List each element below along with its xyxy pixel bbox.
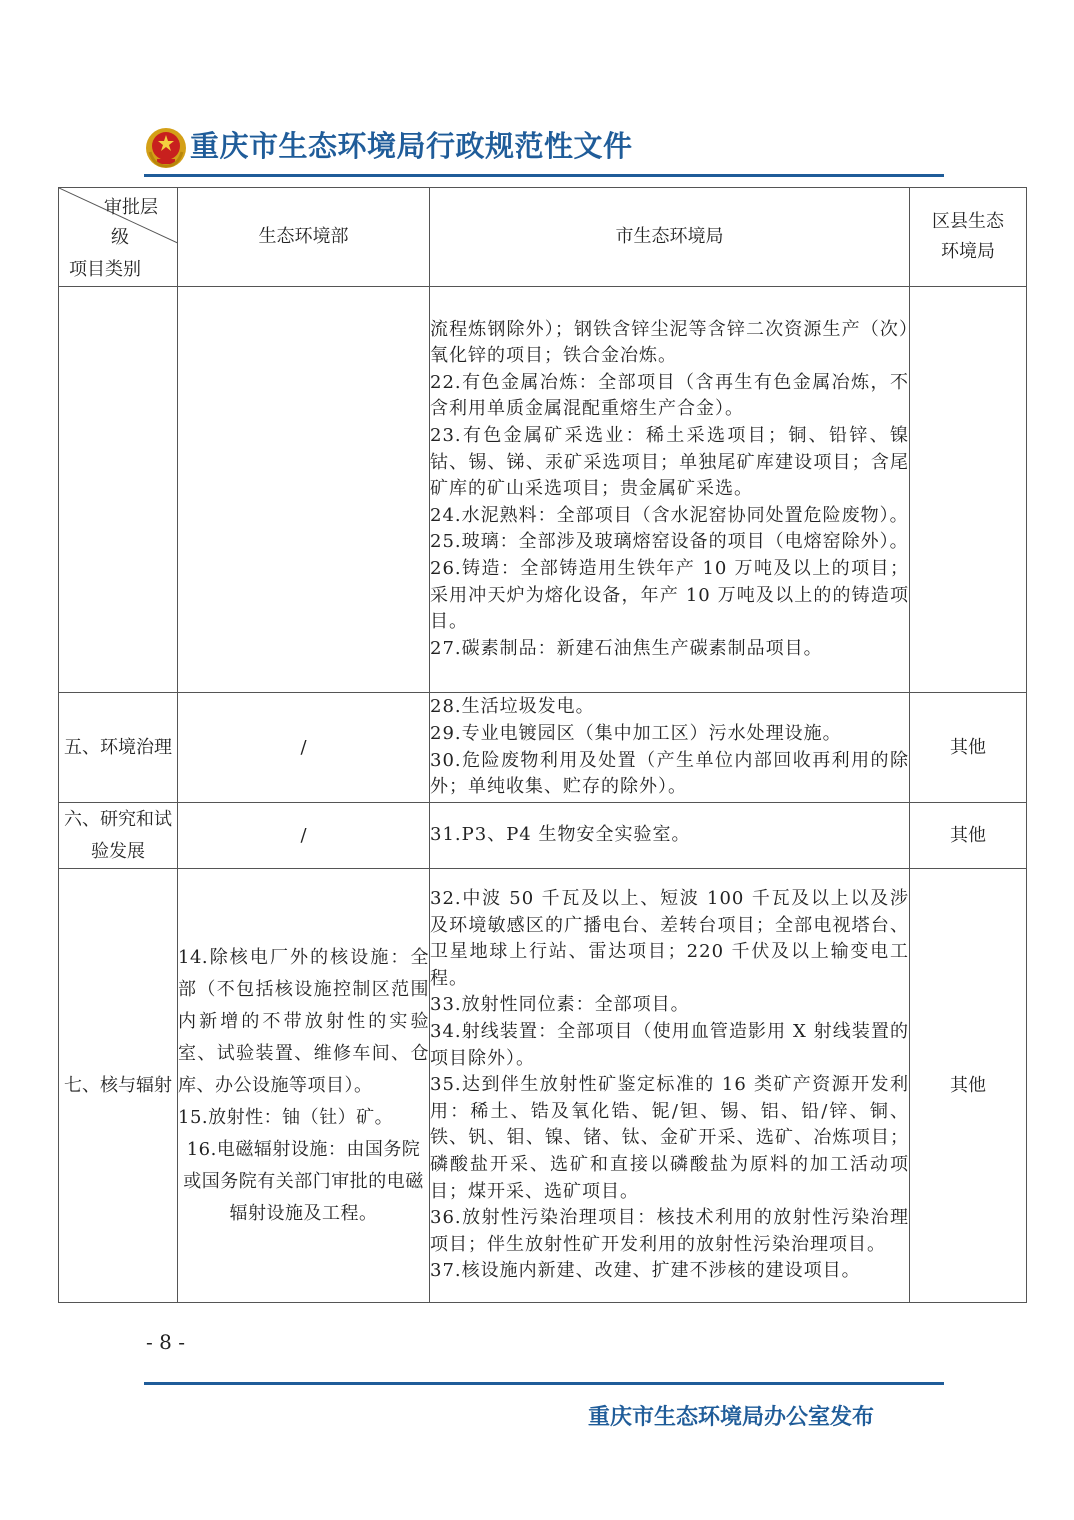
- ministry-cell: /: [178, 803, 430, 869]
- list-item: 28.生活垃圾发电。: [430, 696, 595, 718]
- approval-table: [58, 187, 1027, 1303]
- page-number: - 8 -: [146, 1330, 185, 1354]
- list-item: 34.射线装置：全部项目（使用血管造影用 X 射线装置的项目除外）。: [430, 1021, 909, 1069]
- list-item: 27.碳素制品：新建石油焦生产碳素制品项目。: [430, 637, 823, 659]
- column-header-district-label: 区县生态环境局: [932, 211, 1004, 262]
- list-item: 35.达到伴生放射性矿鉴定标准的 16 类矿产资源开发利用：稀土、锆及氧化锆、铌/钽、锡、铝、铅/锌、铜、铁、钒、钼、镍、锗、钛、金矿开采、选矿、冶炼项目；磷酸盐开采、选矿和直接以磷酸盐为原料的加工活动项目；煤开采、选矿项目。: [430, 1074, 909, 1202]
- table-row: [59, 803, 1027, 869]
- list-item: 23.有色金属矿采选业：稀土采选项目；铜、铅锌、镍钴、锡、锑、汞矿采选项目；单独尾矿库建设项目；含尾矿库的矿山采选项目；贵金属矿采选。: [430, 425, 909, 500]
- list-item: 32.中波 50 千瓦及以上、短波 100 千瓦及以上以及涉及环境敏感区的广播电台、差转台项目；全部电视塔台、卫星地球上行站、雷达项目；220 千伏及以上输变电工程。: [430, 888, 909, 989]
- column-header-city: 市生态环境局: [430, 188, 910, 287]
- ministry-cell: [178, 869, 430, 1303]
- city-cell: [430, 869, 910, 1303]
- diag-header-middle: 级: [111, 227, 129, 248]
- diag-header-top: 审批层: [104, 197, 158, 218]
- list-item: 25.玻璃：全部涉及玻璃熔窑设备的项目（电熔窑除外）。: [430, 531, 909, 553]
- table-row: [59, 693, 1027, 803]
- ministry-cell: [178, 287, 430, 693]
- list-item: 36.放射性污染治理项目：核技术利用的放射性污染治理项目；伴生放射性矿开发利用的放射性污染治理项目。: [430, 1207, 909, 1255]
- ministry-cell: /: [178, 693, 430, 803]
- column-header-ministry: 生态环境部: [178, 188, 430, 287]
- table-row: [59, 869, 1027, 1303]
- city-cell: [430, 287, 910, 693]
- list-item: 33.放射性同位素：全部项目。: [430, 994, 690, 1016]
- category-cell: 六、研究和试验发展: [59, 803, 178, 869]
- category-cell: 七、核与辐射: [59, 869, 178, 1303]
- district-cell: 其他: [910, 869, 1027, 1303]
- list-item: 26.铸造：全部铸造用生铁年产 10 万吨及以上的项目；采用冲天炉为熔化设备，年产 10 万吨及以上的的铸造项目。: [430, 557, 909, 633]
- list-item: 29.专业电镀园区（集中加工区）污水处理设施。: [430, 722, 842, 744]
- district-cell: 其他: [910, 693, 1027, 803]
- list-item: 24.水泥熟料：全部项目（含水泥窑协同处置危险废物）。: [430, 504, 909, 526]
- diagonal-header-cell: [59, 188, 178, 287]
- list-item: 16.电磁辐射设施：由国务院或国务院有关部门审批的电磁辐射设施及工程。: [183, 1138, 424, 1224]
- list-item: 14.除核电厂外的核设施：全部（不包括核设施控制区范围内新增的不带放射性的实验室、试验装置、维修车间、仓库、办公设施等项目）。: [178, 946, 429, 1096]
- city-cell: [430, 803, 910, 869]
- list-item: 37.核设施内新建、改建、扩建不涉核的建设项目。: [430, 1260, 861, 1282]
- column-header-district: [910, 188, 1027, 287]
- document-header: [144, 122, 944, 178]
- footer-divider: [144, 1382, 944, 1385]
- table-row: [59, 287, 1027, 693]
- list-item: 流程炼钢除外）；钢铁含锌尘泥等含锌二次资源生产（次）氧化锌的项目；铁合金冶炼。: [430, 318, 909, 367]
- header-divider: [144, 174, 944, 177]
- district-cell: [910, 287, 1027, 693]
- diag-header-bottom: 项目类别: [69, 259, 141, 280]
- list-item: 30.危险废物利用及处置（产生单位内部回收再利用的除外；单纯收集、贮存的除外）。: [430, 749, 909, 798]
- list-item: 15.放射性：铀（钍）矿。: [178, 1106, 394, 1128]
- table-header-row: [59, 188, 1027, 287]
- list-item: 31.P3、P4 生物安全实验室。: [430, 824, 691, 846]
- district-cell: 其他: [910, 803, 1027, 869]
- city-cell: [430, 693, 910, 803]
- footer-publisher: 重庆市生态环境局办公室发布: [588, 1405, 875, 1430]
- header-title: 重庆市生态环境局行政规范性文件: [190, 129, 633, 163]
- national-emblem-icon: [144, 126, 188, 170]
- list-item: 22.有色金属冶炼：全部项目（含再生有色金属冶炼，不含利用单质金属混配重熔生产合金）。: [430, 371, 909, 420]
- category-cell: 五、环境治理: [59, 693, 178, 803]
- category-cell: [59, 287, 178, 693]
